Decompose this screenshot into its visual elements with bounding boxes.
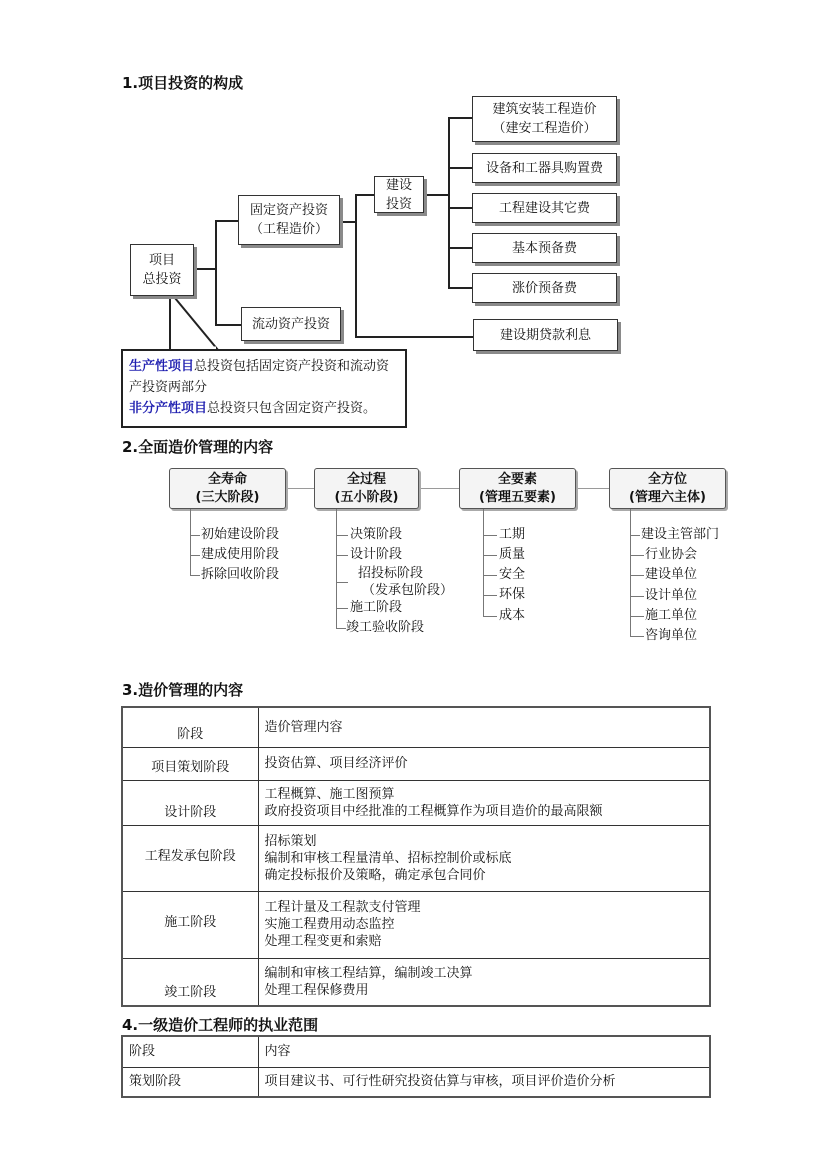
tree-line (190, 555, 200, 556)
party-item: 建设单位 (645, 567, 698, 582)
tree-line (336, 509, 337, 629)
group-title: 全要素 (497, 471, 537, 487)
tree-line (336, 628, 346, 629)
group-subtitle: (管理五要素) (479, 489, 556, 505)
item-5-label: 涨价预备费 (511, 280, 577, 296)
interest-box (473, 319, 618, 351)
party-item: 行业协会 (645, 547, 698, 562)
content-cell (258, 958, 710, 1006)
header-cell: 内容 (258, 1036, 710, 1067)
tree-line (483, 535, 497, 536)
item-box-3 (472, 193, 617, 223)
tree-line (483, 595, 497, 596)
tree-line (336, 535, 348, 536)
tree-line (630, 535, 640, 536)
practice-scope-table (121, 1035, 711, 1098)
construction-line2: 投资 (385, 196, 412, 212)
tree-line (630, 596, 644, 597)
tree-line (483, 555, 497, 556)
header-cell: 阶段 (122, 707, 258, 747)
connector (424, 194, 449, 196)
item-box-2 (472, 153, 617, 183)
cost-management-table (121, 706, 711, 1007)
callout-bold-2: 非分产性项目 (129, 401, 208, 416)
item-2-label: 设备和工器具购置费 (485, 160, 603, 176)
process-item: 施工阶段 (350, 600, 403, 615)
party-item: 咨询单位 (645, 628, 698, 643)
table-row (122, 747, 710, 780)
process-item: 决策阶段 (350, 527, 403, 542)
stage-cell: 施工阶段 (122, 891, 258, 958)
table-row (122, 825, 710, 891)
content-cell (258, 825, 710, 891)
callout-text-2: 总投资只包含固定资产投资。 (207, 401, 377, 416)
fixed-asset-box (238, 195, 340, 245)
content-line: 编制和审核工程结算，编制竣工决算 (264, 965, 473, 981)
lifecycle-item: 拆除回收阶段 (201, 567, 280, 582)
current-asset-box (241, 307, 341, 341)
connector (355, 194, 374, 196)
interest-label: 建设期贷款利息 (499, 327, 591, 343)
table-row (122, 958, 710, 1006)
callout-pointer (160, 290, 230, 352)
content-line: 工程计量及工程款支付管理 (264, 900, 421, 915)
connector (448, 207, 472, 209)
item-4-label: 基本预备费 (511, 240, 577, 256)
construction-investment-box (374, 176, 424, 213)
group-box-elements (459, 468, 576, 509)
content-line: 政府投资项目中经批准的工程概算作为项目造价的最高限额 (264, 803, 603, 819)
element-item: 质量 (499, 547, 526, 562)
tree-line (190, 509, 191, 576)
element-item: 工期 (499, 527, 526, 542)
content-cell (258, 780, 710, 825)
connector (418, 488, 460, 489)
tree-line (190, 535, 200, 536)
table-header-row (122, 707, 710, 747)
item-1-line1: 建筑安装工程造价 (492, 102, 597, 117)
tree-line (630, 509, 631, 637)
party-item: 设计单位 (645, 588, 698, 603)
section1-title: 1.项目投资的构成 (122, 74, 244, 92)
tree-line (483, 616, 497, 617)
group-box-parties (609, 468, 726, 509)
connector (448, 247, 472, 249)
stage-cell: 策划阶段 (122, 1067, 258, 1097)
stage-cell: 设计阶段 (122, 780, 258, 825)
tree-line (630, 616, 644, 617)
tree-line (630, 555, 644, 556)
content-line: 实施工程费用动态监控 (264, 917, 395, 932)
table-row (122, 780, 710, 825)
stage-cell: 工程发承包阶段 (122, 825, 258, 891)
content-line: 处理工程变更和索赔 (264, 934, 382, 949)
element-item: 安全 (499, 567, 526, 582)
section4-title: 4.一级造价工程师的执业范围 (122, 1016, 319, 1034)
group-subtitle: (五小阶段) (334, 489, 399, 505)
content-line: 招标策划 (264, 833, 317, 849)
connector (575, 488, 610, 489)
callout-bold-1: 生产性项目 (129, 359, 195, 374)
group-title: 全过程 (346, 471, 386, 487)
connector (340, 221, 356, 223)
party-item: 施工单位 (645, 608, 698, 623)
construction-line1: 建设 (385, 177, 412, 193)
table-header-row (122, 1036, 710, 1067)
lifecycle-item: 初始建设阶段 (201, 527, 280, 542)
content-line: 确定投标报价及策略，确定承包合同价 (264, 867, 486, 883)
connector (448, 117, 472, 119)
total-investment-box (130, 244, 194, 296)
tree-line (630, 636, 644, 637)
table-row (122, 891, 710, 958)
element-item: 成本 (499, 608, 526, 623)
tree-line (630, 575, 644, 576)
item-box-4 (472, 233, 617, 263)
connector (355, 336, 473, 338)
stage-cell: 竣工阶段 (122, 958, 258, 1006)
section2-title: 2.全面造价管理的内容 (122, 438, 274, 456)
group-box-lifecycle (169, 468, 286, 509)
item-box-5 (472, 273, 617, 303)
content-line: 编制和审核工程量清单、招标控制价或标底 (264, 850, 512, 866)
stage-cell: 项目策划阶段 (122, 747, 258, 780)
callout-note (121, 349, 407, 428)
content-line: 投资估算、项目经济评价 (264, 756, 408, 771)
header-cell: 造价管理内容 (258, 707, 710, 747)
group-subtitle: (管理六主体) (629, 489, 706, 505)
connector (448, 117, 450, 289)
content-line: 工程概算、施工图预算 (264, 786, 395, 802)
connector (448, 287, 472, 289)
process-item: 竣工验收阶段 (346, 620, 425, 635)
process-item: 招投标阶段 (358, 566, 424, 581)
connector (194, 268, 216, 270)
fixed-asset-line1: 固定资产投资 (249, 203, 328, 218)
party-item: 建设主管部门 (641, 527, 720, 542)
tree-line (336, 555, 348, 556)
item-1-line2: （建安工程造价） (492, 121, 597, 136)
tree-line (336, 608, 348, 609)
current-asset-label: 流动资产投资 (251, 316, 330, 332)
content-cell: 项目建议书、可行性研究投资估算与审核，项目评价造价分析 (258, 1067, 710, 1097)
lifecycle-item: 建成使用阶段 (201, 547, 280, 562)
tree-line (336, 582, 348, 583)
item-3-label: 工程建设其它费 (498, 200, 590, 216)
content-cell (258, 891, 710, 958)
tree-line (190, 575, 200, 576)
total-investment-line1: 项目 (148, 253, 175, 268)
connector (448, 167, 472, 169)
table-row (122, 1067, 710, 1097)
group-subtitle: (三大阶段) (195, 489, 260, 505)
group-box-process (314, 468, 419, 509)
total-investment-line2: 总投资 (142, 272, 182, 287)
header-cell: 阶段 (122, 1036, 258, 1067)
tree-line (483, 509, 484, 617)
connector (215, 220, 238, 222)
element-item: 环保 (499, 587, 526, 602)
group-title: 全寿命 (207, 471, 247, 487)
connector (285, 488, 315, 489)
item-box-1 (472, 96, 617, 142)
section3-title: 3.造价管理的内容 (122, 681, 244, 699)
fixed-asset-line2: （工程造价） (249, 222, 328, 237)
callout-text-1: 总投资包括固定资产投资和流动资产投资两部分 (129, 359, 390, 395)
group-title: 全方位 (647, 471, 687, 487)
tree-line (483, 575, 497, 576)
content-line: 处理工程保修费用 (264, 982, 369, 998)
process-item: （发承包阶段） (362, 583, 454, 598)
connector (355, 194, 357, 338)
process-item: 设计阶段 (350, 547, 403, 562)
content-cell (258, 747, 710, 780)
